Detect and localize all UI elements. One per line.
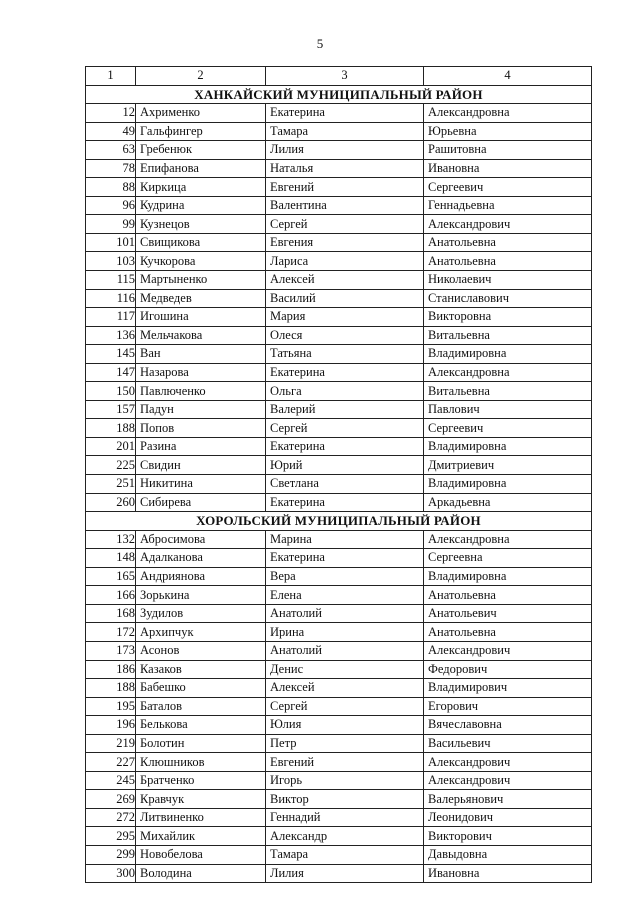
section-title: ХОРОЛЬСКИЙ МУНИЦИПАЛЬНЫЙ РАЙОН bbox=[86, 512, 592, 531]
patronymic: Вячеславовна bbox=[424, 716, 592, 735]
given-name: Виктор bbox=[266, 790, 424, 809]
section-title-row bbox=[86, 512, 592, 531]
patronymic: Ивановна bbox=[424, 159, 592, 178]
surname: Епифанова bbox=[136, 159, 266, 178]
surname: Сибирева bbox=[136, 493, 266, 512]
given-name: Мария bbox=[266, 308, 424, 327]
surname: Литвиненко bbox=[136, 808, 266, 827]
surname: Володина bbox=[136, 864, 266, 883]
surname: Новобелова bbox=[136, 845, 266, 864]
patronymic: Сергеевич bbox=[424, 419, 592, 438]
record-number: 147 bbox=[86, 363, 136, 382]
given-name: Лилия bbox=[266, 864, 424, 883]
surname: Кузнецов bbox=[136, 215, 266, 234]
patronymic: Дмитриевич bbox=[424, 456, 592, 475]
column-number-4: 4 bbox=[424, 67, 592, 86]
table-row bbox=[86, 271, 592, 290]
patronymic: Давыдовна bbox=[424, 845, 592, 864]
record-number: 260 bbox=[86, 493, 136, 512]
roster-table bbox=[85, 66, 592, 883]
patronymic: Викторовна bbox=[424, 308, 592, 327]
surname: Ахрименко bbox=[136, 104, 266, 123]
record-number: 136 bbox=[86, 326, 136, 345]
record-number: 103 bbox=[86, 252, 136, 271]
given-name: Сергей bbox=[266, 215, 424, 234]
record-number: 165 bbox=[86, 567, 136, 586]
table-row bbox=[86, 660, 592, 679]
patronymic: Викторович bbox=[424, 827, 592, 846]
surname: Назарова bbox=[136, 363, 266, 382]
patronymic: Анатольевна bbox=[424, 233, 592, 252]
record-number: 188 bbox=[86, 419, 136, 438]
record-number: 172 bbox=[86, 623, 136, 642]
surname: Архипчук bbox=[136, 623, 266, 642]
given-name: Денис bbox=[266, 660, 424, 679]
record-number: 96 bbox=[86, 196, 136, 215]
surname: Разина bbox=[136, 437, 266, 456]
table-row bbox=[86, 790, 592, 809]
patronymic: Васильевич bbox=[424, 734, 592, 753]
table-row bbox=[86, 456, 592, 475]
given-name: Татьяна bbox=[266, 345, 424, 364]
given-name: Евгения bbox=[266, 233, 424, 252]
record-number: 117 bbox=[86, 308, 136, 327]
table-row bbox=[86, 233, 592, 252]
table-row bbox=[86, 437, 592, 456]
table-row bbox=[86, 215, 592, 234]
surname: Павлюченко bbox=[136, 382, 266, 401]
patronymic: Александровна bbox=[424, 104, 592, 123]
table-row bbox=[86, 864, 592, 883]
record-number: 116 bbox=[86, 289, 136, 308]
given-name: Евгений bbox=[266, 178, 424, 197]
record-number: 157 bbox=[86, 400, 136, 419]
given-name: Олеся bbox=[266, 326, 424, 345]
patronymic: Федорович bbox=[424, 660, 592, 679]
patronymic: Юрьевна bbox=[424, 122, 592, 141]
surname: Игошина bbox=[136, 308, 266, 327]
given-name: Евгений bbox=[266, 753, 424, 772]
given-name: Елена bbox=[266, 586, 424, 605]
patronymic: Рашитовна bbox=[424, 141, 592, 160]
section-title-row bbox=[86, 85, 592, 104]
table-row bbox=[86, 808, 592, 827]
table-row bbox=[86, 641, 592, 660]
record-number: 299 bbox=[86, 845, 136, 864]
surname: Белькова bbox=[136, 716, 266, 735]
record-number: 300 bbox=[86, 864, 136, 883]
given-name: Тамара bbox=[266, 122, 424, 141]
table-row bbox=[86, 530, 592, 549]
table-row bbox=[86, 363, 592, 382]
patronymic: Анатольевич bbox=[424, 604, 592, 623]
patronymic: Анатольевна bbox=[424, 586, 592, 605]
record-number: 99 bbox=[86, 215, 136, 234]
surname: Мартыненко bbox=[136, 271, 266, 290]
record-number: 195 bbox=[86, 697, 136, 716]
record-number: 12 bbox=[86, 104, 136, 123]
surname: Баталов bbox=[136, 697, 266, 716]
given-name: Вера bbox=[266, 567, 424, 586]
patronymic: Владимировна bbox=[424, 567, 592, 586]
column-number-3: 3 bbox=[266, 67, 424, 86]
record-number: 245 bbox=[86, 771, 136, 790]
surname: Киркица bbox=[136, 178, 266, 197]
column-number-2: 2 bbox=[136, 67, 266, 86]
surname: Михайлик bbox=[136, 827, 266, 846]
surname: Кравчук bbox=[136, 790, 266, 809]
column-number-row bbox=[86, 67, 592, 86]
table-row bbox=[86, 734, 592, 753]
patronymic: Александрович bbox=[424, 215, 592, 234]
given-name: Геннадий bbox=[266, 808, 424, 827]
surname: Адалканова bbox=[136, 549, 266, 568]
table-row bbox=[86, 771, 592, 790]
table-row bbox=[86, 753, 592, 772]
table-row bbox=[86, 400, 592, 419]
given-name: Лариса bbox=[266, 252, 424, 271]
table-row bbox=[86, 289, 592, 308]
given-name: Светлана bbox=[266, 475, 424, 494]
table-row bbox=[86, 623, 592, 642]
patronymic: Анатольевна bbox=[424, 252, 592, 271]
table-row bbox=[86, 122, 592, 141]
record-number: 101 bbox=[86, 233, 136, 252]
roster-body bbox=[86, 67, 592, 883]
surname: Гальфингер bbox=[136, 122, 266, 141]
given-name: Петр bbox=[266, 734, 424, 753]
surname: Свидин bbox=[136, 456, 266, 475]
patronymic: Геннадьевна bbox=[424, 196, 592, 215]
column-number-1: 1 bbox=[86, 67, 136, 86]
given-name: Юрий bbox=[266, 456, 424, 475]
record-number: 219 bbox=[86, 734, 136, 753]
surname: Клюшников bbox=[136, 753, 266, 772]
given-name: Сергей bbox=[266, 419, 424, 438]
patronymic: Владимировна bbox=[424, 475, 592, 494]
record-number: 173 bbox=[86, 641, 136, 660]
surname: Зудилов bbox=[136, 604, 266, 623]
given-name: Наталья bbox=[266, 159, 424, 178]
surname: Ван bbox=[136, 345, 266, 364]
patronymic: Витальевна bbox=[424, 382, 592, 401]
surname: Зорькина bbox=[136, 586, 266, 605]
patronymic: Анатольевна bbox=[424, 623, 592, 642]
given-name: Василий bbox=[266, 289, 424, 308]
table-row bbox=[86, 549, 592, 568]
record-number: 148 bbox=[86, 549, 136, 568]
given-name: Ольга bbox=[266, 382, 424, 401]
table-row bbox=[86, 716, 592, 735]
given-name: Сергей bbox=[266, 697, 424, 716]
surname: Болотин bbox=[136, 734, 266, 753]
patronymic: Александровна bbox=[424, 363, 592, 382]
patronymic: Павлович bbox=[424, 400, 592, 419]
patronymic: Станиславович bbox=[424, 289, 592, 308]
patronymic: Александровна bbox=[424, 530, 592, 549]
table-row bbox=[86, 141, 592, 160]
given-name: Лилия bbox=[266, 141, 424, 160]
record-number: 201 bbox=[86, 437, 136, 456]
patronymic: Витальевна bbox=[424, 326, 592, 345]
record-number: 269 bbox=[86, 790, 136, 809]
record-number: 145 bbox=[86, 345, 136, 364]
table-row bbox=[86, 475, 592, 494]
table-row bbox=[86, 159, 592, 178]
table-row bbox=[86, 104, 592, 123]
patronymic: Валерьянович bbox=[424, 790, 592, 809]
given-name: Екатерина bbox=[266, 493, 424, 512]
surname: Кучкорова bbox=[136, 252, 266, 271]
patronymic: Сергеевич bbox=[424, 178, 592, 197]
record-number: 132 bbox=[86, 530, 136, 549]
patronymic: Леонидович bbox=[424, 808, 592, 827]
given-name: Анатолий bbox=[266, 604, 424, 623]
record-number: 272 bbox=[86, 808, 136, 827]
patronymic: Александрович bbox=[424, 771, 592, 790]
record-number: 227 bbox=[86, 753, 136, 772]
given-name: Валерий bbox=[266, 400, 424, 419]
record-number: 78 bbox=[86, 159, 136, 178]
surname: Казаков bbox=[136, 660, 266, 679]
patronymic: Ивановна bbox=[424, 864, 592, 883]
given-name: Алексей bbox=[266, 271, 424, 290]
given-name: Тамара bbox=[266, 845, 424, 864]
given-name: Екатерина bbox=[266, 549, 424, 568]
given-name: Ирина bbox=[266, 623, 424, 642]
given-name: Алексей bbox=[266, 679, 424, 698]
table-row bbox=[86, 345, 592, 364]
record-number: 168 bbox=[86, 604, 136, 623]
record-number: 196 bbox=[86, 716, 136, 735]
table-row bbox=[86, 604, 592, 623]
surname: Попов bbox=[136, 419, 266, 438]
surname: Мельчакова bbox=[136, 326, 266, 345]
surname: Братченко bbox=[136, 771, 266, 790]
patronymic: Александрович bbox=[424, 753, 592, 772]
given-name: Юлия bbox=[266, 716, 424, 735]
table-row bbox=[86, 845, 592, 864]
surname: Андриянова bbox=[136, 567, 266, 586]
table-row bbox=[86, 382, 592, 401]
record-number: 115 bbox=[86, 271, 136, 290]
given-name: Валентина bbox=[266, 196, 424, 215]
table-row bbox=[86, 326, 592, 345]
record-number: 166 bbox=[86, 586, 136, 605]
given-name: Екатерина bbox=[266, 104, 424, 123]
patronymic: Аркадьевна bbox=[424, 493, 592, 512]
surname: Кудрина bbox=[136, 196, 266, 215]
record-number: 225 bbox=[86, 456, 136, 475]
patronymic: Владимирович bbox=[424, 679, 592, 698]
surname: Никитина bbox=[136, 475, 266, 494]
surname: Абросимова bbox=[136, 530, 266, 549]
table-row bbox=[86, 586, 592, 605]
patronymic: Егорович bbox=[424, 697, 592, 716]
table-row bbox=[86, 419, 592, 438]
record-number: 186 bbox=[86, 660, 136, 679]
record-number: 188 bbox=[86, 679, 136, 698]
table-row bbox=[86, 308, 592, 327]
surname: Бабешко bbox=[136, 679, 266, 698]
given-name: Екатерина bbox=[266, 363, 424, 382]
table-row bbox=[86, 178, 592, 197]
table-row bbox=[86, 252, 592, 271]
patronymic: Владимировна bbox=[424, 345, 592, 364]
patronymic: Владимировна bbox=[424, 437, 592, 456]
record-number: 63 bbox=[86, 141, 136, 160]
page-number: 5 bbox=[316, 36, 324, 51]
record-number: 295 bbox=[86, 827, 136, 846]
patronymic: Сергеевна bbox=[424, 549, 592, 568]
patronymic: Александрович bbox=[424, 641, 592, 660]
surname: Асонов bbox=[136, 641, 266, 660]
table-row bbox=[86, 827, 592, 846]
given-name: Анатолий bbox=[266, 641, 424, 660]
surname: Гребенюк bbox=[136, 141, 266, 160]
given-name: Марина bbox=[266, 530, 424, 549]
record-number: 49 bbox=[86, 122, 136, 141]
table-row bbox=[86, 196, 592, 215]
surname: Медведев bbox=[136, 289, 266, 308]
record-number: 88 bbox=[86, 178, 136, 197]
table-row bbox=[86, 567, 592, 586]
given-name: Александр bbox=[266, 827, 424, 846]
table-row bbox=[86, 697, 592, 716]
surname: Падун bbox=[136, 400, 266, 419]
table-row bbox=[86, 679, 592, 698]
section-title: ХАНКАЙСКИЙ МУНИЦИПАЛЬНЫЙ РАЙОН bbox=[86, 85, 592, 104]
record-number: 251 bbox=[86, 475, 136, 494]
record-number: 150 bbox=[86, 382, 136, 401]
given-name: Игорь bbox=[266, 771, 424, 790]
patronymic: Николаевич bbox=[424, 271, 592, 290]
surname: Свищикова bbox=[136, 233, 266, 252]
table-row bbox=[86, 493, 592, 512]
given-name: Екатерина bbox=[266, 437, 424, 456]
